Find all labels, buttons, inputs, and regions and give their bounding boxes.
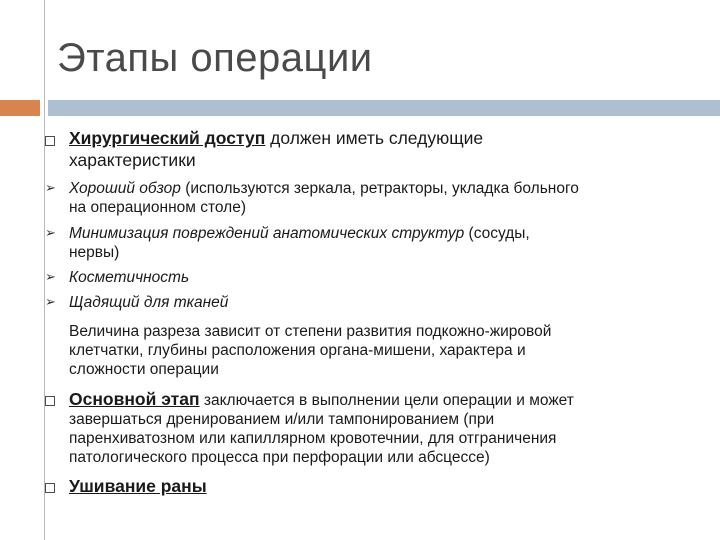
item-text [69,389,699,410]
item-italic: Хороший обзор [69,180,181,197]
square-bullet-icon [45,483,55,493]
slide-title: Этапы операции [57,36,373,80]
paragraph-line: Величина разреза зависит от степени развития подкожно-жировой [69,323,552,340]
item-rest: заключается в выполнении цели операции и может [199,392,574,409]
item-text-line: нервы) [69,244,120,261]
item-text-line: завершаться дренированием и/или тампонированием (при [69,411,495,428]
item-heading: Хирургический доступ [69,128,266,148]
item-text [69,268,699,287]
item-text-line: характеристики [69,150,196,170]
accent-bar-orange [0,100,40,116]
square-bullet-icon [45,396,55,406]
item-rest: должен иметь следующие [265,128,484,148]
item-rest: (используются зеркала, ретракторы, укладка больного [180,180,579,197]
paragraph-line: сложности операции [69,361,219,378]
item-heading: Ушивание раны [69,476,207,496]
accent-bar-blue [48,100,720,116]
item-italic: Косметичность [69,269,190,286]
item-text [69,293,699,312]
item-text [69,128,699,148]
item-text-line: патологического процесса при перфорации или абсцессе) [69,449,490,466]
item-text [69,224,699,243]
paragraph-line: клетчатки, глубины расположения органа-мишени, характера и [69,342,526,359]
item-text-line: на операционном столе) [69,199,247,216]
item-italic: Минимизация повреждений анатомических структур [69,225,465,242]
item-text [69,476,699,496]
arrow-bullet-icon: ➢ [45,226,56,241]
arrow-bullet-icon: ➢ [45,270,56,285]
item-text [69,179,699,198]
item-heading: Основной этап [69,389,200,409]
arrow-bullet-icon: ➢ [45,181,56,196]
item-rest: (сосуды, [464,225,530,242]
item-italic: Щадящий для тканей [69,294,229,311]
arrow-bullet-icon: ➢ [45,295,56,310]
square-bullet-icon [45,136,55,146]
item-text-line: паренхиватозном или капиллярном кровотечнии, для отграничения [69,430,557,447]
